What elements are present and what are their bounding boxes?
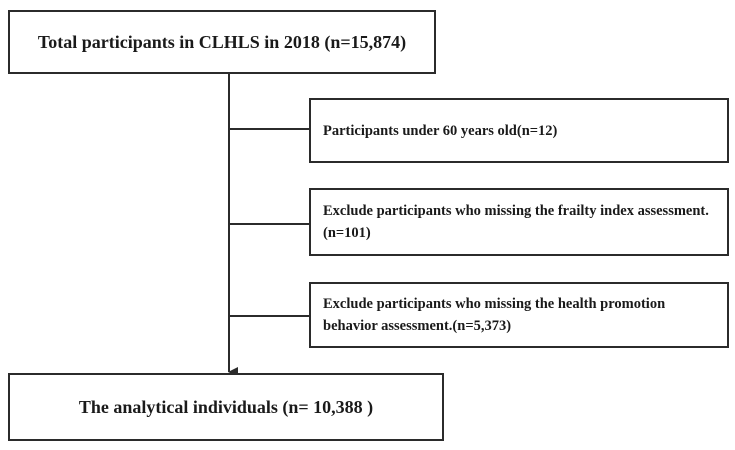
start-box xyxy=(8,10,436,74)
exclusion-box-frailty-index xyxy=(309,188,729,256)
exclusion-box-under-60 xyxy=(309,98,729,163)
exclusion-box-health-promotion xyxy=(309,282,729,348)
start-label: Total participants in CLHLS in 2018 (n=15,874) xyxy=(37,31,407,52)
exclusion-label-under-60: Participants under 60 years old(n=12) xyxy=(323,122,558,139)
exclusion-label-frailty-index: Exclude participants who missing the frailty index assessment.(n=101) xyxy=(323,203,709,241)
end-box xyxy=(8,373,444,441)
end-label: The analytical individuals (n= 10,388 ) xyxy=(78,396,374,417)
exclusion-label-health-promotion: Exclude participants who missing the health promotion behavior assessment.(n=5,373) xyxy=(323,296,666,334)
